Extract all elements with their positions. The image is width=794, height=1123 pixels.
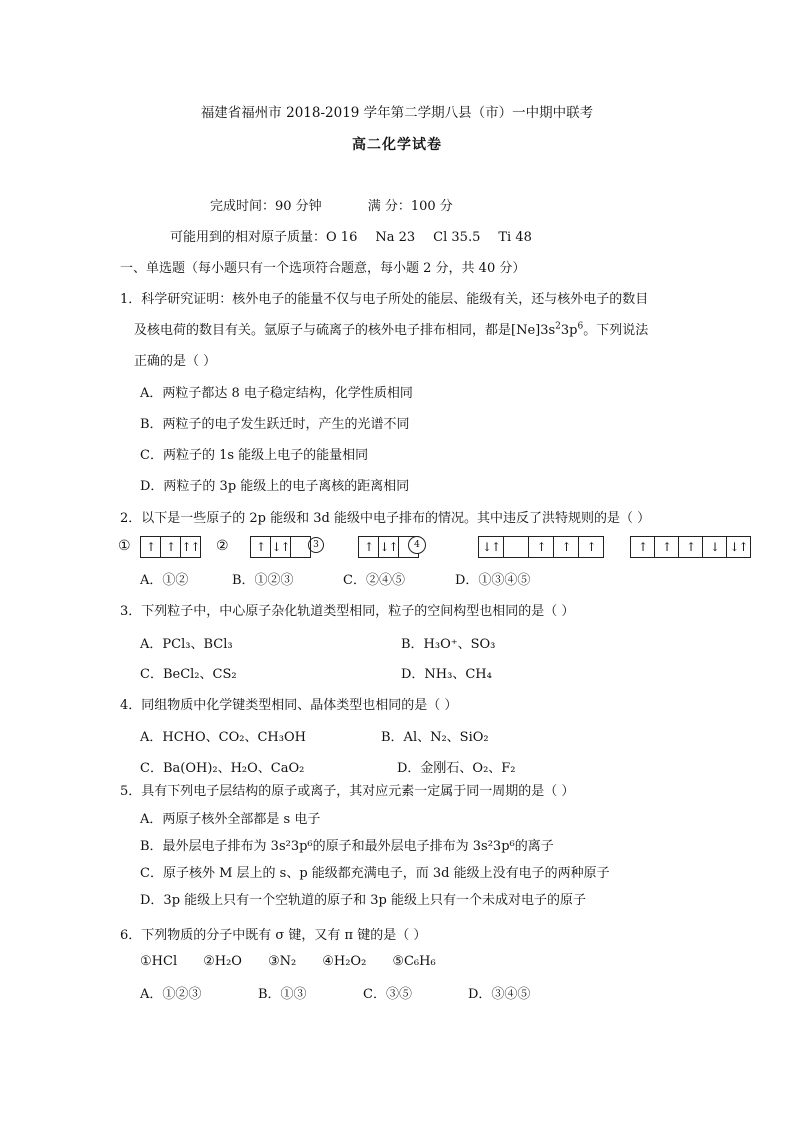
q5-option-c[interactable]: C．原子核外 M 层上的 s、p 能级都充满电子，而 3d 能级上没有电子的两种原子 xyxy=(140,866,610,881)
q5-option-b[interactable]: B．最外层电子排布为 3s²3p⁶的原子和最外层电子排布为 3s²3p⁶的离子 xyxy=(140,839,554,854)
orbital-box-group-3: ↑ ↓↑ xyxy=(358,536,419,558)
q2-option-d[interactable]: D．①③④⑤ xyxy=(455,573,531,588)
exam-header-title: 福建省福州市 2018-2019 学年第二学期八县（市）一中期中联考 xyxy=(200,105,594,121)
q1-stem-line3: 正确的是（ ） xyxy=(134,354,217,369)
q1-stem-line1: 1．科学研究证明：核外电子的能量不仅与电子所处的能层、能级有关，还与核外电子的数目 xyxy=(120,292,649,307)
q3-stem: 3．下列粒子中，中心原子杂化轨道类型相同，粒子的空间构型也相同的是（ ） xyxy=(120,604,575,619)
exam-time-info xyxy=(210,198,453,216)
q6-item-2: ②H₂O xyxy=(203,954,242,969)
q6-item-4: ④H₂O₂ xyxy=(322,954,367,969)
orbital-box-group-1: ↑ ↑ ↑↑ xyxy=(140,536,201,558)
q5-option-d[interactable]: D．3p 能级上只有一个空轨道的原子和 3p 能级上只有一个未成对电子的原子 xyxy=(140,893,587,908)
q6-option-c[interactable]: C．③⑤ xyxy=(363,987,412,1002)
orbital-label-2: ② xyxy=(216,538,229,554)
atomic-mass-label: 可能用到的相对原子质量： xyxy=(170,230,327,245)
element-cl: Cl 35.5 xyxy=(433,230,481,245)
exam-duration: 完成时间：90 分钟 xyxy=(210,199,322,214)
q1-option-c[interactable]: C．两粒子的 1s 能级上电子的能量相同 xyxy=(140,448,369,463)
q4-option-d[interactable]: D．金刚石、O₂、F₂ xyxy=(397,761,516,776)
q3-option-c[interactable]: C．BeCl₂、CS₂ xyxy=(140,667,237,682)
orbital-label-1: ① xyxy=(118,538,131,554)
atomic-mass-info xyxy=(170,229,532,247)
q1-stem-line2: 及核电荷的数目有关。氩原子与硫离子的核外电子排布相同，都是$[Ne]3s^23p^6$。下列说法 xyxy=(134,321,649,338)
orbital-box-group-5: ↑ ↑ ↑ ↓ ↓↑ xyxy=(630,536,751,558)
q4-option-a[interactable]: A．HCHO、CO₂、CH₃OH xyxy=(140,730,306,745)
orbital-label-3: 3 xyxy=(308,537,324,553)
q6-stem: 6．下列物质的分子中既有 σ 键，又有 π 键的是（ ） xyxy=(120,928,427,943)
q2-stem: 2．以下是一些原子的 2p 能级和 3d 能级中电子排布的情况。其中违反了洪特规则的是（ ） xyxy=(120,511,651,526)
q6-items xyxy=(140,953,436,971)
q2-option-c[interactable]: C．②④⑤ xyxy=(343,573,405,588)
q3-option-a[interactable]: A．PCl₃、BCl₃ xyxy=(140,637,233,652)
q6-option-d[interactable]: D．③④⑤ xyxy=(468,987,531,1002)
element-o: O 16 xyxy=(326,230,358,245)
q2-option-b[interactable]: B．①②③ xyxy=(232,573,294,588)
q3-option-b[interactable]: B．H₃O⁺、SO₃ xyxy=(401,637,496,652)
q5-stem: 5．具有下列电子层结构的原子或离子，其对应元素一定属于同一周期的是（ ） xyxy=(120,784,575,799)
q1-option-b[interactable]: B．两粒子的电子发生跃迁时，产生的光谱不同 xyxy=(140,417,410,432)
orbital-box-group-4: ↓↑ ↑ ↑ ↑ xyxy=(478,536,604,558)
q3-option-d[interactable]: D．NH₃、CH₄ xyxy=(401,667,492,682)
section-heading: 一、单选题（每小题只有一个选项符合题意，每小题 2 分，共 40 分） xyxy=(120,261,526,276)
element-ti: Ti 48 xyxy=(498,230,532,245)
q1-option-a[interactable]: A．两粒子都达 8 电子稳定结构，化学性质相同 xyxy=(140,386,413,401)
q4-stem: 4．同组物质中化学键类型相同、晶体类型也相同的是（ ） xyxy=(120,698,458,713)
q6-option-a[interactable]: A．①②③ xyxy=(140,987,202,1002)
exam-subject-title: 高二化学试卷 xyxy=(352,137,442,153)
q2-option-a[interactable]: A．①② xyxy=(140,573,189,588)
q6-item-3: ③N₂ xyxy=(267,954,297,969)
exam-full-score: 满 分：100 分 xyxy=(367,199,453,214)
orbital-box-group-2: ↑ ↓↑ xyxy=(250,536,311,558)
q6-item-5: ⑤C₆H₆ xyxy=(392,954,436,969)
q5-option-a[interactable]: A．两原子核外全部都是 s 电子 xyxy=(140,812,321,827)
q6-option-b[interactable]: B．①③ xyxy=(258,987,307,1002)
q1-option-d[interactable]: D．两粒子的 3p 能级上的电子离核的距离相同 xyxy=(140,479,410,494)
orbital-label-4: 4 xyxy=(408,536,426,554)
element-na: Na 23 xyxy=(375,230,416,245)
q4-option-c[interactable]: C．Ba(OH)₂、H₂O、CaO₂ xyxy=(140,761,305,776)
q6-item-1: ①HCl xyxy=(140,954,178,969)
q4-option-b[interactable]: B．Al、N₂、SiO₂ xyxy=(381,730,489,745)
